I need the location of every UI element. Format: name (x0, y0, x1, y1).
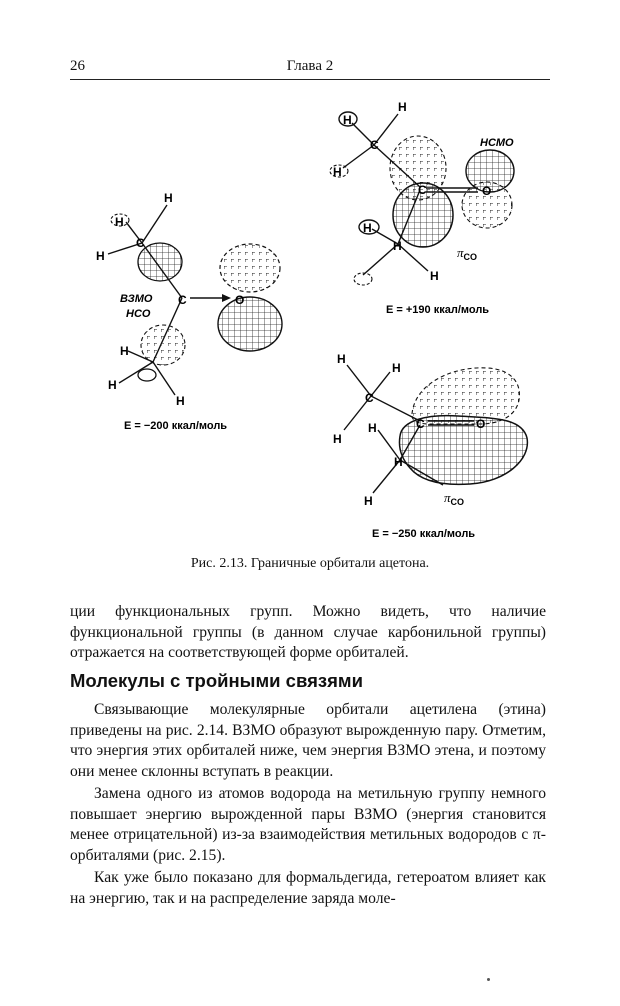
atom-label: H (398, 100, 407, 114)
page-number: 26 (70, 58, 85, 74)
section-heading: Молекулы с тройными связями (70, 670, 363, 691)
atom-label: H (176, 394, 185, 408)
print-speck (487, 978, 490, 981)
atom-label: H (392, 361, 401, 375)
panel-top-right (330, 100, 514, 316)
atom-label: H (115, 215, 124, 229)
atom-label: H (393, 239, 402, 253)
figure-caption: Рис. 2.13. Граничные орбитали ацетона. (190, 556, 430, 571)
atom-label: H (164, 191, 173, 205)
atom-label: H (108, 378, 117, 392)
section-body (70, 700, 546, 911)
atom-label: C (178, 293, 187, 307)
atom-label: H (96, 249, 105, 263)
atom-label: O (482, 184, 492, 198)
lumo-label: НСМО (480, 137, 514, 149)
atom-label: H (333, 432, 342, 446)
energy-label: E = +190 ккал/моль (386, 304, 490, 316)
energy-label: E = −200 ккал/моль (124, 420, 228, 432)
atom-label: C (418, 183, 427, 197)
panel-left (96, 191, 282, 432)
orbital-lobe (220, 244, 280, 292)
atom-label: H (363, 221, 372, 235)
paragraph: Связывающие молекулярные орбитали ацетилена (этина) приведены на рис. 2.14. ВЗМО образуют вырожденную пару. Отметим, что энергия этих орбиталей ниже, чем энергия ВЗМО этена, и поэтому они менее склонны вступать в реакции. (70, 701, 546, 780)
atom-label: O (235, 293, 245, 307)
paragraph: ции функциональных групп. Можно видеть, что наличие функциональной группы (в данном случае карбонильной группы) отражается на соответствующей форме орбиталей. (70, 603, 546, 661)
atom-label: C (416, 417, 425, 431)
orbital-lobe (218, 297, 282, 351)
pi-co-label: $\pi_{CO}$ (444, 490, 465, 507)
atom-label: H (120, 344, 129, 358)
atom-label: H (337, 352, 346, 366)
atom-label: C (365, 391, 374, 405)
atom-label: H (368, 421, 377, 435)
orbital-lobe (412, 368, 520, 424)
paragraph-continuation (70, 602, 546, 666)
atom-label: H (343, 113, 352, 127)
atom-label: C (136, 236, 145, 250)
atom-label: H (333, 165, 342, 179)
energy-label: E = −250 ккал/моль (372, 528, 476, 540)
homo-label: ВЗМО (120, 293, 153, 305)
chapter-title: Глава 2 (286, 58, 334, 74)
atom-label: H (364, 494, 373, 508)
atom-label: O (476, 417, 486, 431)
atom-label: C (370, 138, 379, 152)
atom-label: H (394, 455, 403, 469)
atom-label: H (430, 269, 439, 283)
paragraph: Замена одного из атомов водорода на метильную группу немного повышает энергию вырожденной пары ВЗМО (энергия становится менее отрицательной) из-за взаимодействия метильных водородов с π-орбиталями (рис. 2.15). (70, 785, 546, 864)
panel-bottom-right (333, 352, 527, 540)
orbital-lobe (138, 369, 156, 381)
pi-co-label: $\pi_{CO}$ (457, 245, 478, 262)
homo-label-sub: НСО (126, 308, 151, 320)
paragraph: Как уже было показано для формальдегида, гетероатом влияет как на энергию, так и на распределение заряда моле- (70, 869, 546, 907)
